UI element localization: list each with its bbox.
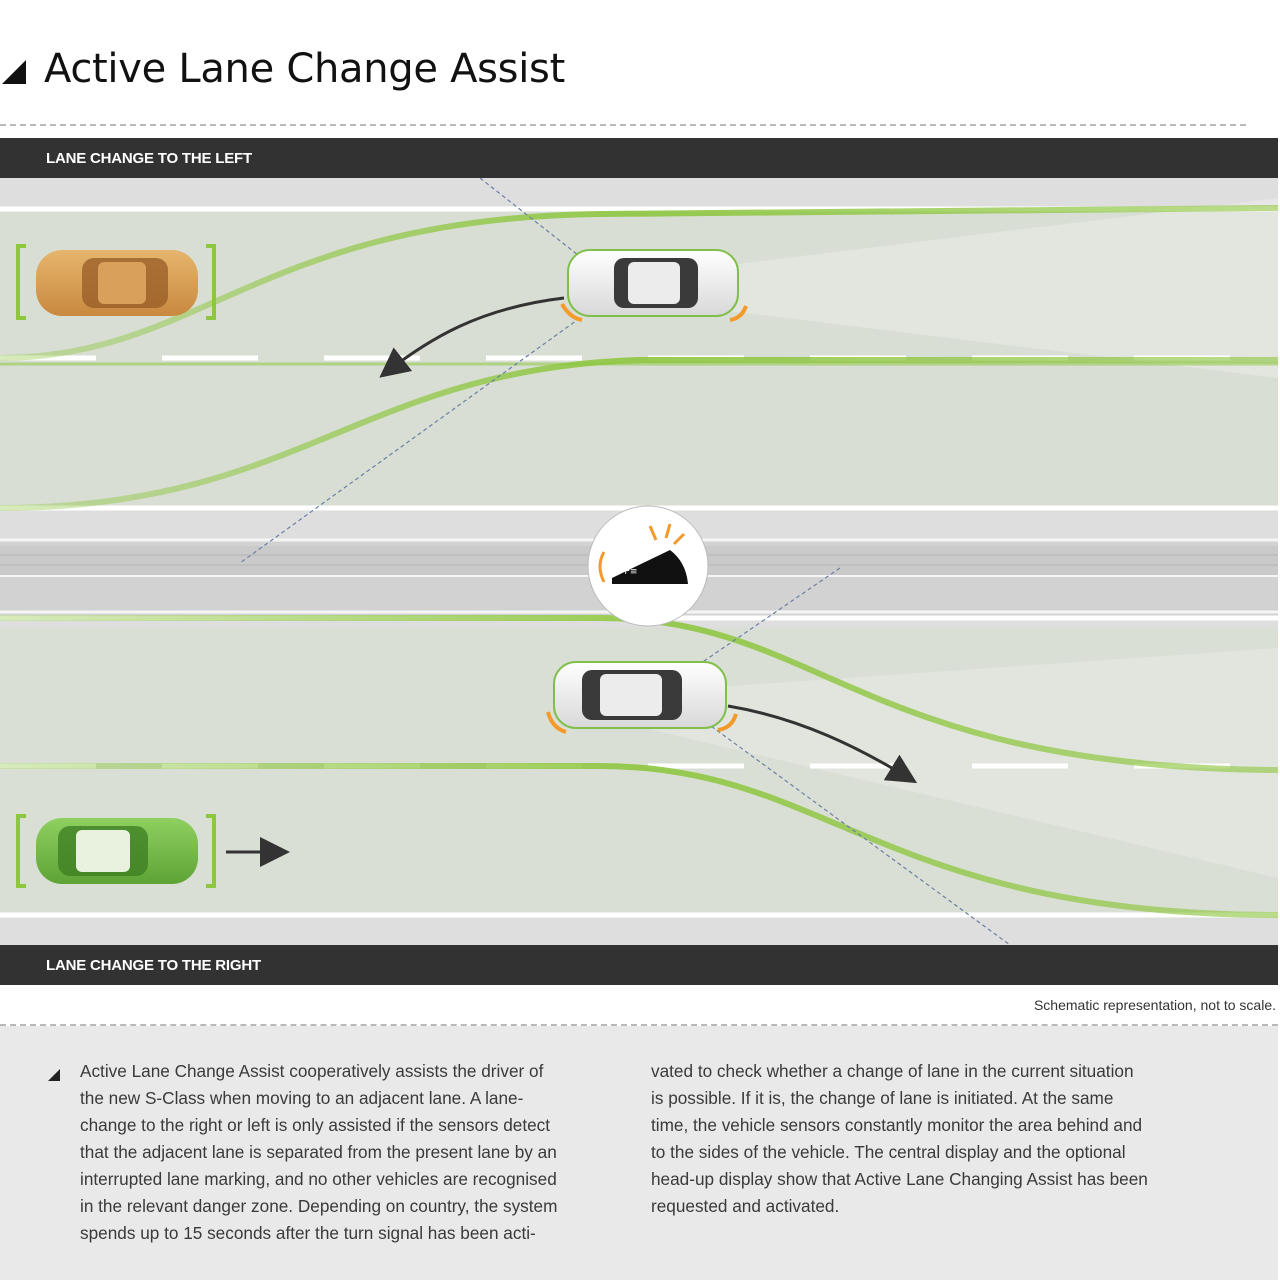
indicator-badge (588, 506, 708, 626)
description-column-2: vated to check whether a change of lane in the current situation is possible. If it is, the change of lane is initiated. At the same time, the vehicle sensors constantly monitor the area behind and to the sides of the vehicle. The central display and the optional head-up display show that Active Lane Changing Assist has been requested and activated. (651, 1061, 1148, 1216)
description-column-1: Active Lane Change Assist cooperatively assists the driver of the new S-Class when moving to an adjacent lane. A lane- change to the right or left is only assisted if the sensors detect that the adjacent lane is separated from the present lane by an interrupted lane marking, and no other vehicles are recognised in the relevant danger zone. Depending on country, the system spends up to 15 seconds after the turn signal has been acti- (80, 1061, 558, 1243)
white-car-bottom (554, 662, 726, 728)
band-label-left: LANE CHANGE TO THE LEFT (46, 150, 252, 167)
band-lane-change-left (0, 138, 1278, 178)
lane-change-diagram (0, 178, 1278, 945)
band-lane-change-right (0, 945, 1278, 985)
bullet-triangle-icon (48, 1069, 60, 1081)
page-title: Active Lane Change Assist (44, 46, 565, 92)
indicator-label: ⇔ P≡ (614, 567, 638, 577)
orange-car (36, 250, 198, 316)
title-triangle-icon (2, 60, 26, 84)
band-label-right: LANE CHANGE TO THE RIGHT (46, 957, 261, 974)
green-car (36, 818, 198, 884)
divider-top (0, 124, 1246, 126)
title-row (0, 46, 700, 96)
white-car-top (568, 250, 738, 316)
schematic-note: Schematic representation, not to scale. (1033, 997, 1276, 1013)
